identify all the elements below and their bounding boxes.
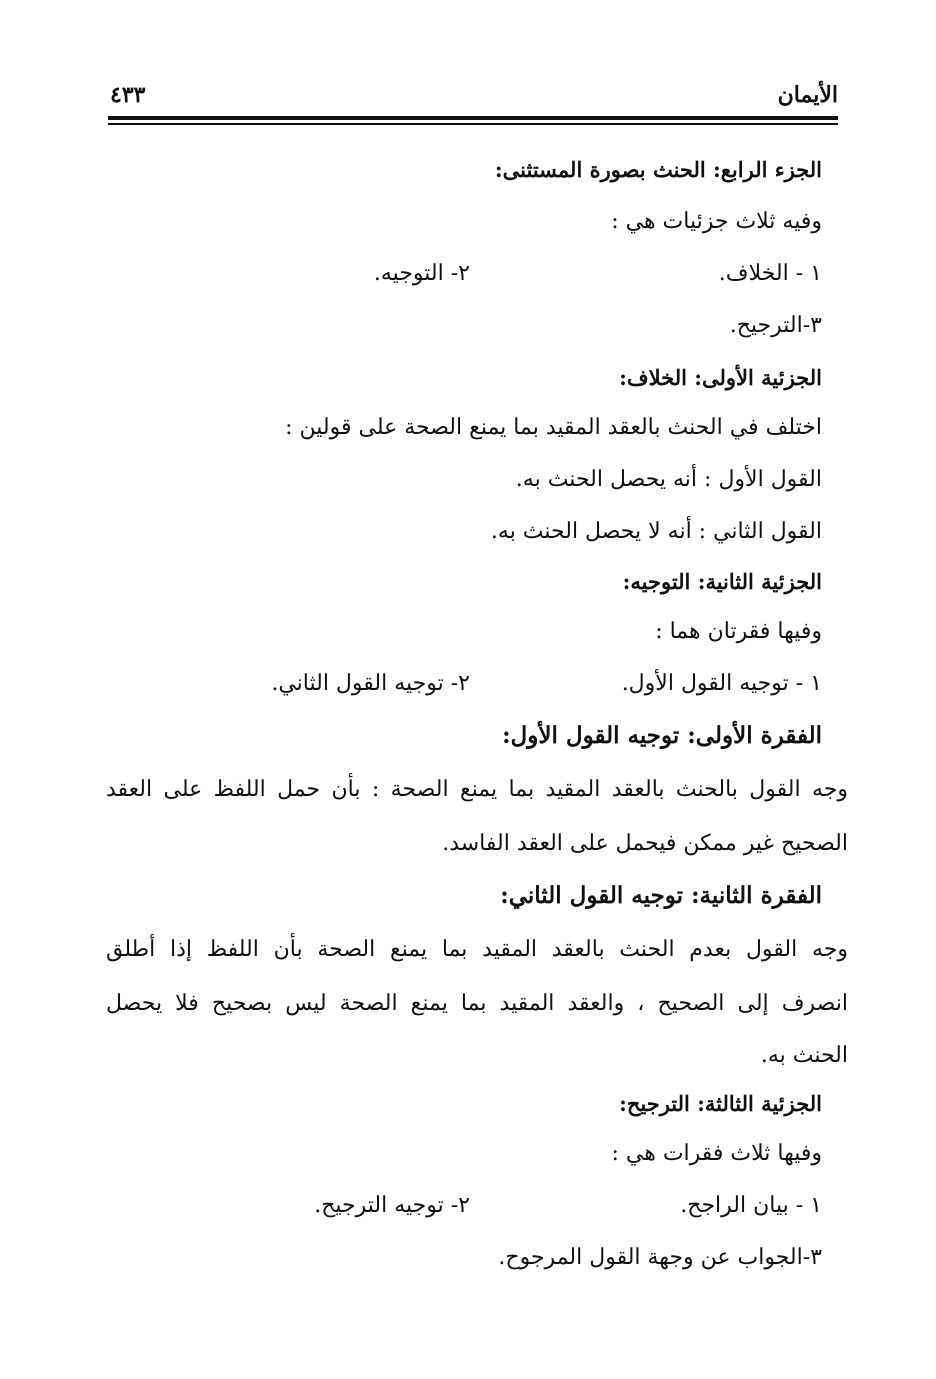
sub2-item-1: ١ - توجيه القول الأول. xyxy=(621,671,822,696)
sub2-intro: وفيها فقرتان هما : xyxy=(655,619,822,644)
part4-item-3: ٣-الترجيح. xyxy=(729,313,822,338)
part4-intro: وفيه ثلاث جزئيات هي : xyxy=(611,209,822,234)
part4-item-1: ١ - الخلاف. xyxy=(718,261,822,286)
part4-item-2: ٢- التوجيه. xyxy=(373,261,470,286)
para1-line-2: الصحيح غير ممكن فيحمل على العقد الفاسد. xyxy=(442,831,848,856)
para2-line-3: الحنث به. xyxy=(760,1043,848,1068)
sub3-heading: الجزئية الثالثة: الترجيح: xyxy=(619,1091,822,1116)
para2-line-2: انصرف إلى الصحيح ، والعقد المقيد بما يمنع الصحة ليس بصحيح فلا يحصل xyxy=(106,991,848,1016)
page-number: ٤٣٣ xyxy=(110,82,146,108)
sub2-heading: الجزئية الثانية: التوجيه: xyxy=(622,569,822,594)
header-rule-thin xyxy=(108,123,838,125)
para1-heading: الفقرة الأولى: توجيه القول الأول: xyxy=(502,722,822,749)
sub3-item-1: ١ - بيان الراجح. xyxy=(680,1193,822,1218)
sub1-opinion-2: القول الثاني : أنه لا يحصل الحنث به. xyxy=(490,519,822,544)
sub2-item-2: ٢- توجيه القول الثاني. xyxy=(271,671,470,696)
sub1-heading: الجزئية الأولى: الخلاف: xyxy=(619,365,822,390)
sub3-intro: وفيها ثلاث فقرات هي : xyxy=(611,1141,822,1166)
sub1-intro: اختلف في الحنث بالعقد المقيد بما يمنع الصحة على قولين : xyxy=(285,415,822,440)
para1-line-1: وجه القول بالحنث بالعقد المقيد بما يمنع الصحة : بأن حمل اللفظ على العقد xyxy=(106,777,848,802)
para2-heading: الفقرة الثانية: توجيه القول الثاني: xyxy=(500,882,822,909)
para2-line-1: وجه القول بعدم الحنث بالعقد المقيد بما يمنع الصحة بأن اللفظ إذا أطلق xyxy=(106,937,848,962)
sub3-item-2: ٢- توجيه الترجيح. xyxy=(314,1193,470,1218)
sub3-item-3: ٣-الجواب عن وجهة القول المرجوح. xyxy=(498,1245,822,1270)
header-rule-thick xyxy=(108,116,838,120)
running-header xyxy=(108,78,838,114)
chapter-title: الأيمان xyxy=(777,82,838,108)
sub1-opinion-1: القول الأول : أنه يحصل الحنث به. xyxy=(515,467,822,492)
part4-heading: الجزء الرابع: الحنث بصورة المستثنى: xyxy=(494,157,822,182)
